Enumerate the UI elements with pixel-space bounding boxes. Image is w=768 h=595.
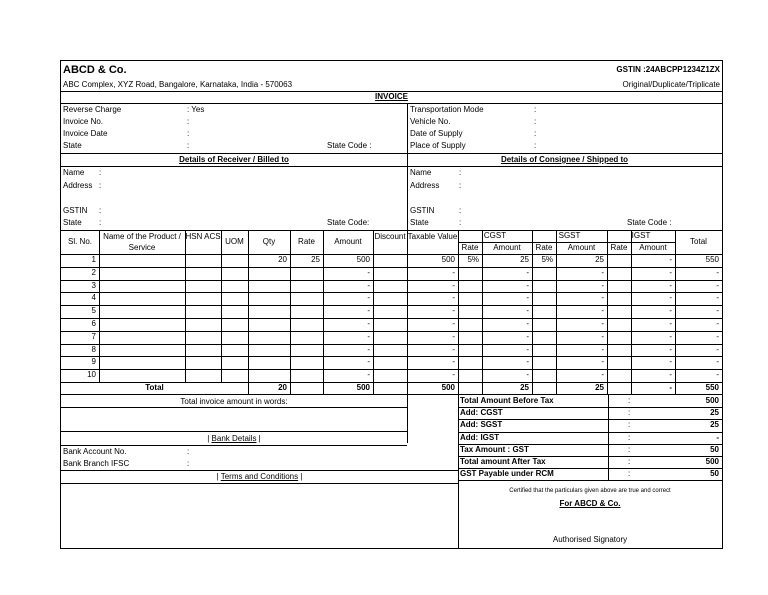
summary-value: 500 xyxy=(705,457,719,466)
row-rate xyxy=(290,356,323,369)
totals-label: Total xyxy=(145,383,164,392)
row-amount: - xyxy=(367,331,370,341)
row-sgst-rate xyxy=(532,280,556,293)
row-sl: 5 xyxy=(91,306,96,316)
row-sgst-rate: 5% xyxy=(541,255,553,264)
row-amount: - xyxy=(367,370,370,380)
row-rate xyxy=(290,280,323,293)
row-cgst-amount: - xyxy=(526,344,529,354)
row-amount: - xyxy=(367,267,370,277)
row-total: - xyxy=(716,293,719,303)
row-total: - xyxy=(716,357,719,367)
consignee-value: : xyxy=(459,168,462,177)
row-amount: - xyxy=(367,280,370,290)
header-amount: Amount xyxy=(334,237,362,246)
summary-separator: : xyxy=(628,457,631,466)
authorised-signatory: Authorised Signatory xyxy=(552,535,628,544)
row-total: - xyxy=(716,344,719,354)
row-cgst-rate xyxy=(458,369,482,382)
totals-amount: 500 xyxy=(356,383,370,392)
row-sl: 10 xyxy=(87,370,96,380)
terms-heading: | Terms and Conditions | xyxy=(216,472,303,481)
row-igst-amount: - xyxy=(669,293,672,303)
summary-value: - xyxy=(716,432,719,442)
row-cgst-amount: - xyxy=(526,267,529,277)
meta-value: : xyxy=(534,117,537,126)
row-qty xyxy=(248,369,290,382)
row-cgst-amount: - xyxy=(526,293,529,303)
row-taxable: - xyxy=(452,357,455,367)
summary-value: 50 xyxy=(710,444,719,454)
row-sgst-amount: 25 xyxy=(595,255,604,264)
meta-label: State xyxy=(63,141,82,150)
meta-label: Date of Supply xyxy=(410,129,463,138)
summary-label: Add: IGST xyxy=(460,432,500,442)
row-cgst-amount: - xyxy=(526,319,529,328)
row-taxable: - xyxy=(452,319,455,328)
row-taxable: - xyxy=(452,280,455,290)
row-total: - xyxy=(716,306,719,316)
certify-text: Certified that the particulars given above are true and correct xyxy=(509,488,671,494)
row-taxable: - xyxy=(452,267,455,277)
row-sgst-rate xyxy=(532,369,556,382)
row-rate xyxy=(290,267,323,280)
receiver-label: GSTIN xyxy=(63,206,88,215)
meta-label: Place of Supply xyxy=(410,141,466,150)
header-rate: Rate xyxy=(298,237,315,246)
row-sgst-amount: - xyxy=(601,331,604,341)
row-sgst-amount: - xyxy=(601,293,604,303)
header-total: Total xyxy=(690,237,707,246)
receiver-value: : xyxy=(99,168,102,177)
row-qty xyxy=(248,318,290,331)
totals-sgst: 25 xyxy=(595,383,604,392)
totals-qty: 20 xyxy=(278,383,287,392)
row-sl: 3 xyxy=(91,280,96,290)
receiver-value: : xyxy=(99,206,102,215)
totals-total: 550 xyxy=(705,383,719,392)
row-rate: 25 xyxy=(311,255,320,264)
row-sl: 1 xyxy=(91,255,96,264)
header-sl: Sl. No. xyxy=(67,237,92,246)
consignee-label: Name xyxy=(410,168,432,177)
header-uom: UOM xyxy=(225,237,244,246)
receiver-state-code: State Code: xyxy=(327,218,370,227)
row-qty: 20 xyxy=(278,255,287,264)
header-qty: Qty xyxy=(262,237,276,246)
receiver-label: State xyxy=(63,218,82,227)
row-sgst-rate xyxy=(532,331,556,344)
row-sl: 8 xyxy=(91,344,96,354)
summary-separator: : xyxy=(628,420,631,430)
row-igst-amount: - xyxy=(669,370,672,380)
consignee-label: State xyxy=(410,218,429,227)
company-address: ABC Complex, XYZ Road, Bangalore, Karnataka, India - 570063 xyxy=(63,80,293,89)
row-sl: 2 xyxy=(91,267,96,277)
row-amount: 500 xyxy=(356,255,370,264)
row-igst-amount: - xyxy=(669,267,672,277)
row-cgst-amount: - xyxy=(526,306,529,316)
row-sl: 4 xyxy=(91,293,96,303)
header-sub-rate: Rate xyxy=(461,243,479,252)
row-taxable: - xyxy=(452,344,455,354)
meta-value: : Yes xyxy=(187,105,205,114)
row-taxable: - xyxy=(452,306,455,316)
amount-in-words-label: Total invoice amount in words: xyxy=(180,397,288,406)
header-sub-amount: Amount xyxy=(639,243,667,252)
invoice-frame xyxy=(60,60,723,549)
summary-value: 500 xyxy=(705,396,719,405)
meta-value: : xyxy=(534,141,537,150)
meta-value: : xyxy=(187,129,190,138)
row-amount: - xyxy=(367,319,370,328)
row-cgst-amount: - xyxy=(526,331,529,341)
for-company: For ABCD & Co. xyxy=(559,499,621,508)
consignee-value: : xyxy=(459,206,462,215)
bank-ifsc-label: Bank Branch IFSC xyxy=(63,459,130,468)
summary-value: 25 xyxy=(710,408,719,418)
summary-label: Total Amount Before Tax xyxy=(460,396,554,405)
row-sgst-rate xyxy=(532,344,556,357)
summary-separator: : xyxy=(628,396,631,405)
row-sgst-amount: - xyxy=(601,306,604,316)
bank-details-heading: | Bank Details | xyxy=(207,434,261,443)
meta-label: Invoice No. xyxy=(63,117,104,126)
meta-label: Invoice Date xyxy=(63,129,108,138)
row-cgst-amount: - xyxy=(526,370,529,380)
summary-label: Add: CGST xyxy=(460,408,503,418)
receiver-value: : xyxy=(99,181,102,190)
row-qty xyxy=(248,305,290,318)
row-cgst-rate xyxy=(458,292,482,305)
header-cgst: CGST xyxy=(483,231,507,240)
row-igst-amount: - xyxy=(669,280,672,290)
row-cgst-rate xyxy=(458,305,482,318)
row-sgst-amount: - xyxy=(601,267,604,277)
copy-type: Original/Duplicate/Triplicate xyxy=(622,80,720,89)
row-qty xyxy=(248,344,290,357)
row-qty xyxy=(248,356,290,369)
header-taxable: Taxable Value xyxy=(407,232,458,241)
bank-account-value: : xyxy=(187,447,190,456)
row-cgst-amount: - xyxy=(526,357,529,367)
row-rate xyxy=(290,318,323,331)
meta-label: Transportation Mode xyxy=(410,105,484,114)
row-cgst-rate xyxy=(458,331,482,344)
consignee-label: Address xyxy=(410,181,440,190)
receiver-label: Address xyxy=(63,181,93,190)
row-sgst-amount: - xyxy=(601,370,604,380)
meta-value: : xyxy=(534,105,537,114)
header-sub-rate: Rate xyxy=(535,243,553,252)
totals-taxable: 500 xyxy=(441,383,455,392)
row-taxable: - xyxy=(452,370,455,380)
receiver-heading: Details of Receiver / Billed to xyxy=(179,155,289,164)
row-sl: 9 xyxy=(91,357,96,367)
row-igst-amount: - xyxy=(669,306,672,316)
row-taxable: 500 xyxy=(441,255,455,264)
row-amount: - xyxy=(367,306,370,316)
row-sgst-rate xyxy=(532,267,556,280)
row-cgst-rate xyxy=(458,356,482,369)
row-qty xyxy=(248,331,290,344)
meta-value: : xyxy=(187,141,190,150)
summary-separator: : xyxy=(628,432,631,442)
header-sgst: SGST xyxy=(558,231,581,240)
summary-separator: : xyxy=(628,469,631,479)
summary-label: Total amount After Tax xyxy=(460,457,546,466)
row-cgst-rate xyxy=(458,267,482,280)
row-total: 550 xyxy=(705,255,719,264)
summary-label: Add: SGST xyxy=(460,420,503,430)
bank-ifsc-value: : xyxy=(187,459,190,468)
row-rate xyxy=(290,369,323,382)
row-taxable: - xyxy=(452,331,455,341)
header-sub-amount: Amount xyxy=(567,243,596,252)
row-amount: - xyxy=(367,344,370,354)
row-sgst-rate xyxy=(532,318,556,331)
row-qty xyxy=(248,267,290,280)
row-rate xyxy=(290,305,323,318)
consignee-heading: Details of Consignee / Shipped to xyxy=(500,155,629,164)
row-total: - xyxy=(716,319,719,328)
row-sgst-rate xyxy=(532,292,556,305)
row-sl: 7 xyxy=(91,331,96,341)
row-sgst-amount: - xyxy=(601,357,604,367)
summary-separator: : xyxy=(628,444,631,454)
row-igst-amount: - xyxy=(669,319,672,328)
row-cgst-rate xyxy=(458,280,482,293)
row-amount: - xyxy=(367,357,370,367)
consignee-value: : xyxy=(459,181,462,190)
consignee-value: : xyxy=(459,218,462,227)
header-sub-amount: Amount xyxy=(493,243,521,252)
header-sub-rate: Rate xyxy=(610,243,628,252)
header-hsn: HSN ACS xyxy=(185,232,221,241)
receiver-label: Name xyxy=(63,168,85,177)
row-total: - xyxy=(716,370,719,380)
summary-separator: : xyxy=(628,408,631,418)
totals-cgst: 25 xyxy=(520,383,529,392)
row-total: - xyxy=(716,267,719,277)
row-amount: - xyxy=(367,293,370,303)
consignee-label: GSTIN xyxy=(410,206,435,215)
row-igst-amount: - xyxy=(669,357,672,367)
header-discount: Discount xyxy=(374,232,406,241)
row-cgst-amount: - xyxy=(526,280,529,290)
row-sgst-rate xyxy=(532,356,556,369)
row-cgst-amount: 25 xyxy=(520,255,529,264)
summary-label: GST Payable under RCM xyxy=(460,469,554,479)
row-sgst-amount: - xyxy=(601,344,604,354)
state-code-label: State Code : xyxy=(327,141,372,150)
meta-value: : xyxy=(534,129,537,138)
row-qty xyxy=(248,292,290,305)
row-rate xyxy=(290,292,323,305)
row-sgst-amount: - xyxy=(601,280,604,290)
meta-label: Reverse Charge xyxy=(63,105,122,114)
bank-account-label: Bank Account No. xyxy=(63,447,127,456)
header-product: Name of the Product / Service xyxy=(103,232,181,252)
row-sl: 6 xyxy=(91,319,96,328)
row-total: - xyxy=(716,331,719,341)
row-igst-amount: - xyxy=(669,255,672,264)
receiver-value: : xyxy=(99,218,102,227)
meta-value: : xyxy=(187,117,190,126)
header-igst: IGST xyxy=(631,231,651,240)
row-igst-amount: - xyxy=(669,331,672,341)
totals-igst: - xyxy=(669,383,672,392)
row-total: - xyxy=(716,280,719,290)
row-igst-amount: - xyxy=(669,344,672,354)
consignee-state-code: State Code : xyxy=(627,218,672,227)
doc-title: INVOICE xyxy=(375,92,408,101)
row-rate xyxy=(290,344,323,357)
row-cgst-rate: 5% xyxy=(467,255,479,264)
row-cgst-rate xyxy=(458,344,482,357)
row-taxable: - xyxy=(452,293,455,303)
row-sgst-rate xyxy=(532,305,556,318)
row-sgst-amount: - xyxy=(601,319,604,328)
summary-value: 25 xyxy=(710,420,719,430)
company-gstin: GSTIN :24ABCPP1234Z1ZX xyxy=(616,65,720,74)
row-cgst-rate xyxy=(458,318,482,331)
company-name: ABCD & Co. xyxy=(63,64,127,76)
row-rate xyxy=(290,331,323,344)
meta-label: Vehicle No. xyxy=(410,117,451,126)
summary-value: 50 xyxy=(710,469,719,479)
row-qty xyxy=(248,280,290,293)
summary-label: Tax Amount : GST xyxy=(460,444,529,454)
